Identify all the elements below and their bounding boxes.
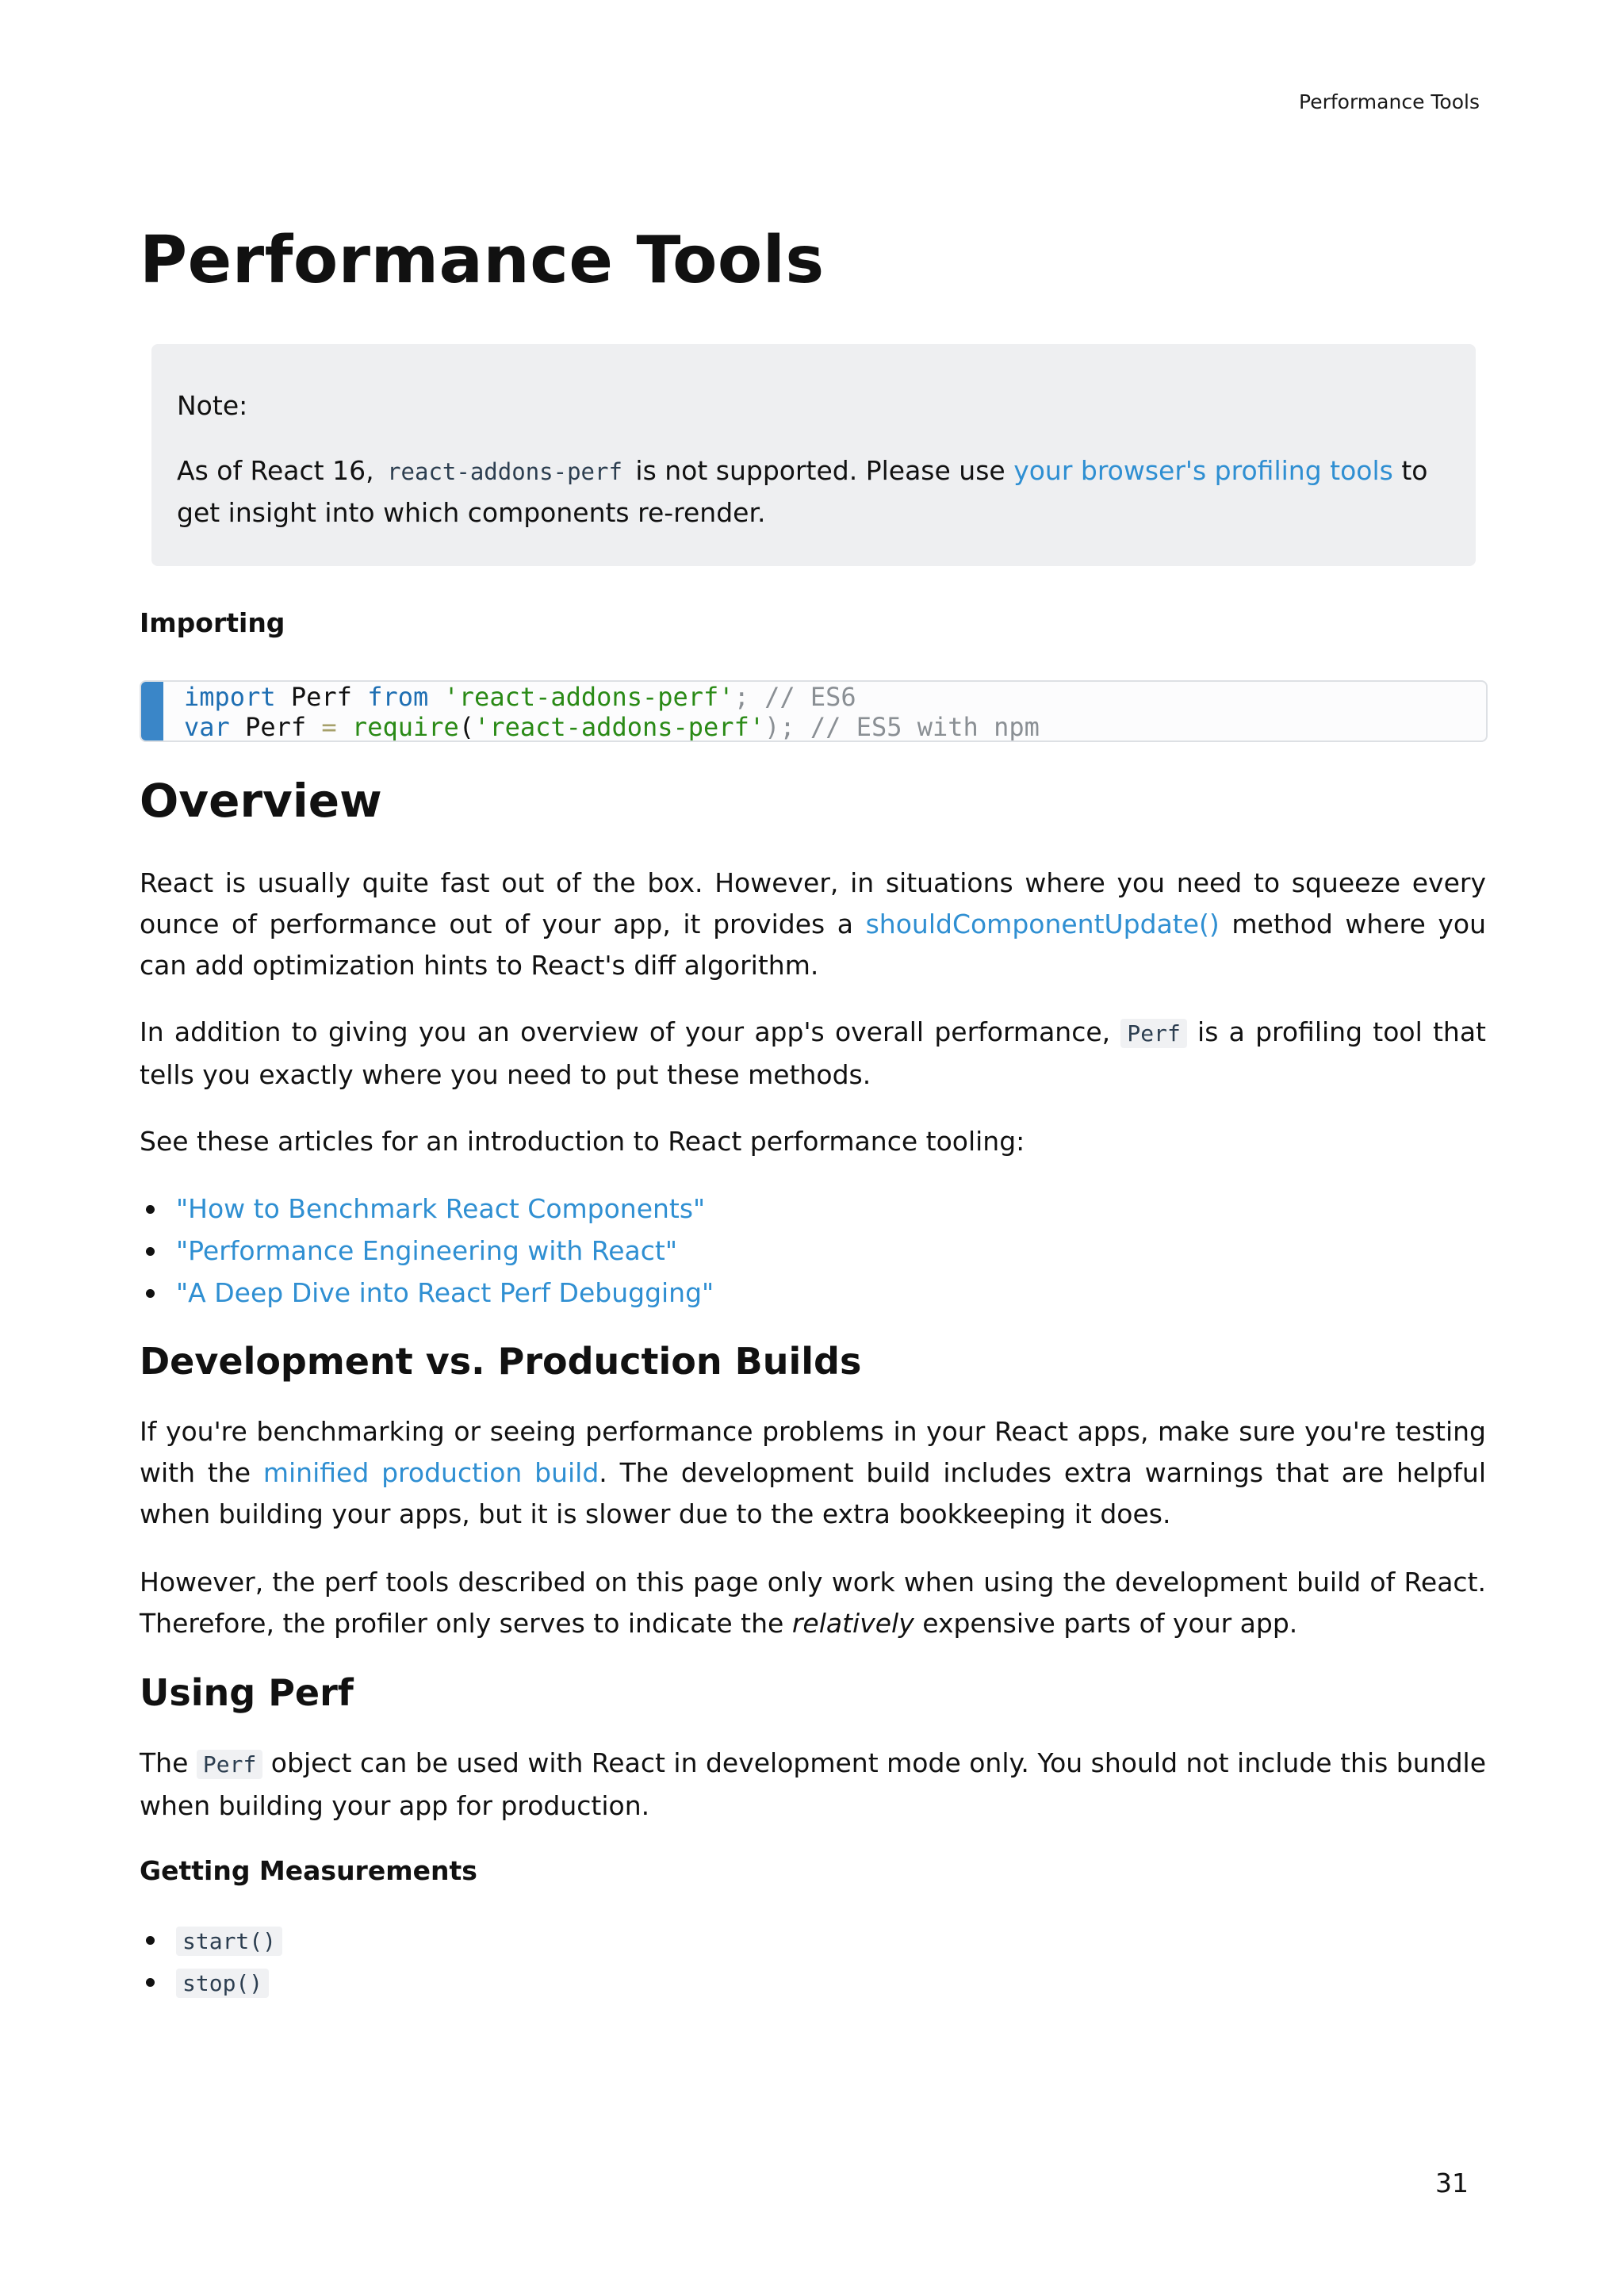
method-code: stop() (176, 1969, 269, 1998)
list-item (140, 1919, 282, 1961)
running-header: Performance Tools (1299, 90, 1480, 113)
articles-list (140, 1188, 714, 1314)
inline-code: react-addons-perf (387, 458, 622, 485)
import-code-block (140, 680, 1488, 742)
page-title: Performance Tools (140, 223, 825, 298)
importing-heading: Importing (140, 607, 285, 638)
code-content (184, 682, 1040, 742)
code-line: var Perf = require('react-addons-perf'); // ES5 with npm (184, 712, 1040, 742)
note-label: Note: (177, 390, 248, 421)
overview-paragraph-1: React is usually quite fast out of the box. However, in situations where you need to squeeze every ounce of performance out of your app, it provides a shouldComponentUpdate() method where you can add optimization hints to React's diff algorithm. (140, 867, 1486, 981)
profiling-tools-link[interactable]: your browser's profiling tools (1013, 455, 1393, 486)
using-perf-paragraph: The Perf object can be used with React in development mode only. You should not include this bundle when building your app for production. (140, 1747, 1486, 1821)
methods-list (140, 1919, 282, 2003)
overview-heading: Overview (140, 774, 382, 828)
article-link[interactable]: "Performance Engineering with React" (176, 1235, 678, 1266)
note-text-middle: is not supported. Please use (626, 455, 1014, 486)
dev-vs-prod-paragraph-1: If you're benchmarking or seeing performance problems in your React apps, make sure you're testing with the minified production build. The development build includes extra warnings that are helpful when building your apps, but it is slower due to the extra bookkeeping it does. (140, 1416, 1486, 1529)
note-callout (151, 344, 1476, 566)
list-item (140, 1188, 714, 1230)
list-item (140, 1230, 714, 1272)
page-number: 31 (1435, 2168, 1469, 2198)
dev-vs-prod-heading: Development vs. Production Builds (140, 1340, 862, 1383)
production-build-link[interactable]: minified production build (262, 1457, 599, 1488)
inline-code: Perf (1120, 1019, 1186, 1048)
note-text-before: As of React 16, (177, 455, 374, 486)
note-text-after: to get insight into which components re-render. (177, 455, 1428, 528)
article-link[interactable]: "How to Benchmark React Components" (176, 1193, 706, 1224)
should-component-update-link[interactable]: shouldComponentUpdate() (865, 909, 1220, 939)
using-perf-heading: Using Perf (140, 1671, 354, 1714)
list-item (140, 1272, 714, 1314)
overview-paragraph-3: See these articles for an introduction to React performance tooling: (140, 1126, 1025, 1157)
article-link[interactable]: "A Deep Dive into React Perf Debugging" (176, 1277, 714, 1308)
method-code: start() (176, 1927, 282, 1956)
overview-paragraph-2: In addition to giving you an overview of your app's overall performance, Perf is a profiling tool that tells you exactly where you need to put these methods. (140, 1016, 1486, 1090)
code-block-accent-bar (141, 682, 163, 740)
code-line: import Perf from 'react-addons-perf'; // ES6 (184, 682, 856, 712)
dev-vs-prod-paragraph-2: However, the perf tools described on this page only work when using the development build of React. Therefore, the profiler only serves to indicate the relatively expensive parts of your app. (140, 1567, 1486, 1639)
note-text (177, 450, 1450, 534)
list-item (140, 1961, 282, 2003)
inline-code: Perf (197, 1750, 262, 1779)
getting-measurements-heading: Getting Measurements (140, 1855, 477, 1886)
